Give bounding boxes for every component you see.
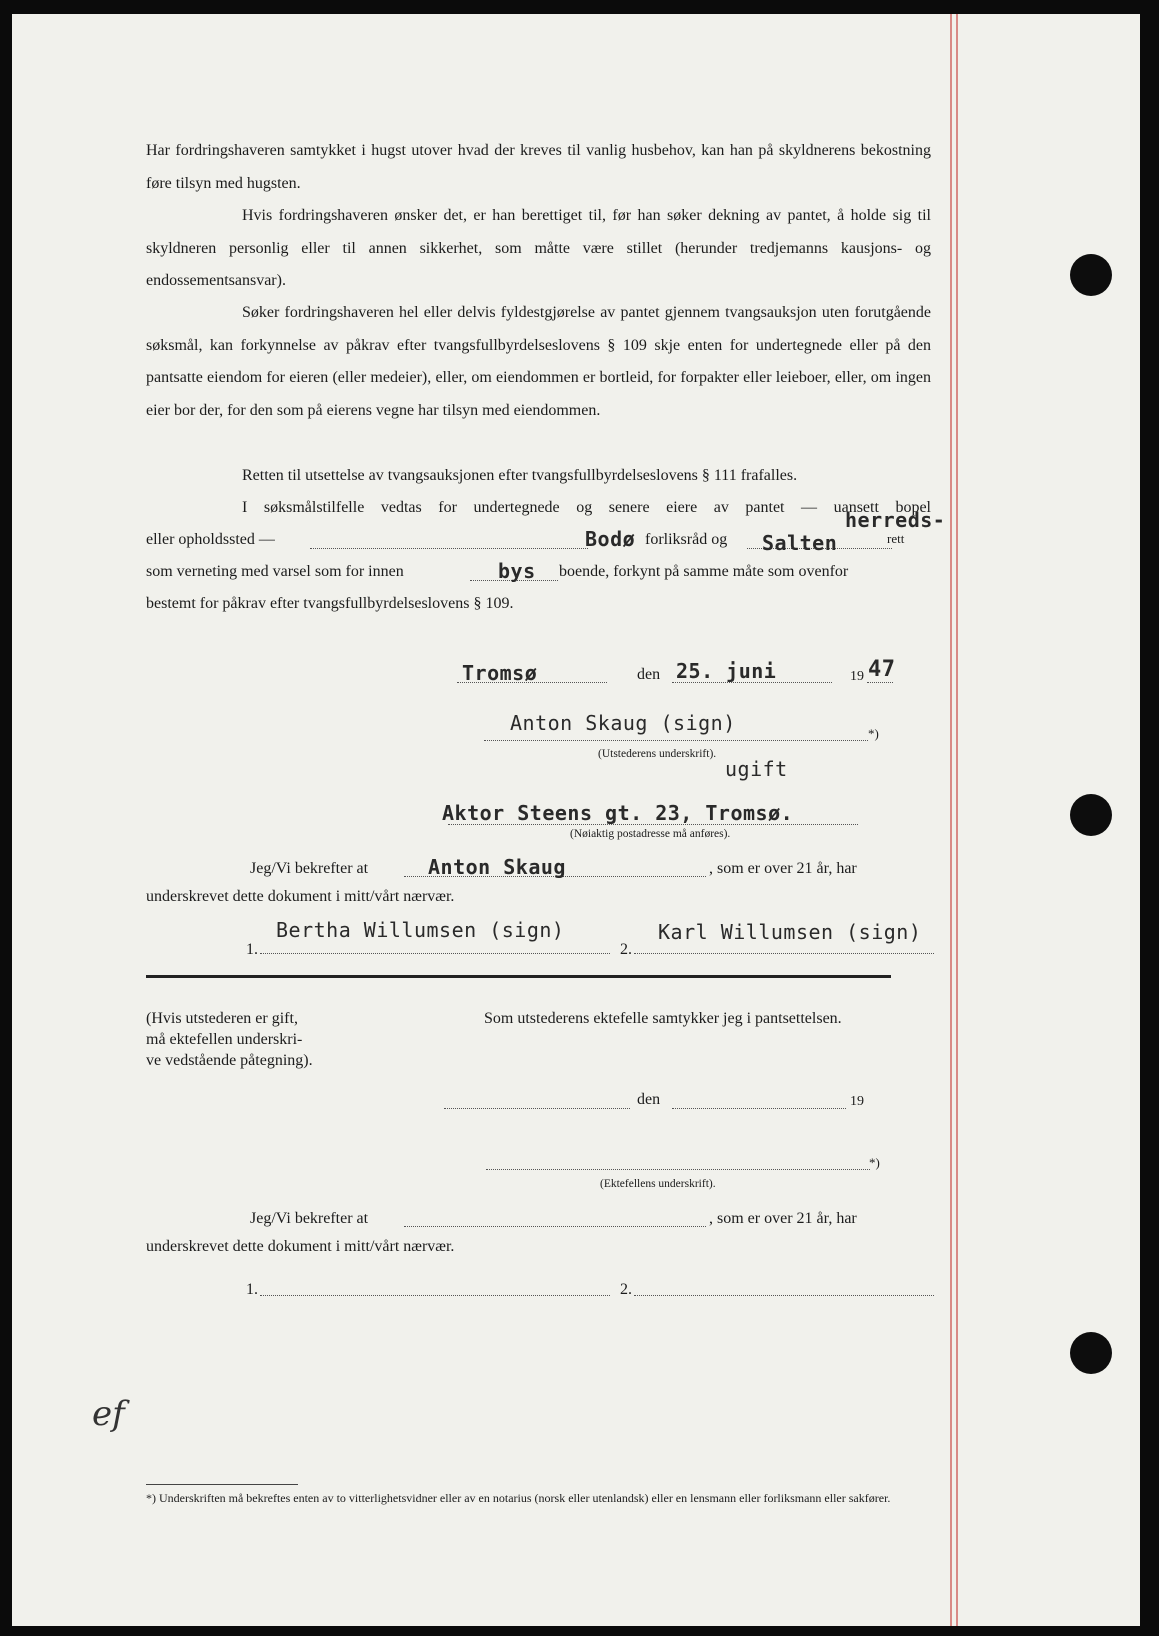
fill-line — [310, 548, 588, 549]
witness-line — [260, 1295, 610, 1296]
footnote: *) Underskriften må bekreftes enten av to vitterlighetsvidner eller av en notarius (norsk eller utenlandsk) eller en lensmann eller forliksmann eller sakfører. — [146, 1491, 891, 1505]
paragraph-3: Søker fordringshaveren hel eller delvis fyldestgjørelse av pantet gjennem tvangsauksjon uten forutgående søksmål, kan forkynnelse av påkrav efter tvangsfullbyrdelseslovens § 109 skje enten for undertegnede eller på den pantsatte eiendom for eieren (eller medeier), eller, om eiendommen er bortleid, for forpakter eller leieboer, eller, om ingen eier bor der, for den som på eierens vegne har tilsyn med eiendommen. — [146, 304, 931, 419]
fill-line — [404, 1226, 706, 1227]
paragraph-5-line-1: I søksmålstilfelle vedtas for undertegnede og senere eiere av pantet — uansett bopel — [242, 499, 931, 516]
residence-type: bys — [498, 559, 536, 583]
date-label: den — [637, 666, 661, 683]
year-prefix: 19 — [850, 669, 864, 684]
venue-text: forliksråd og — [645, 531, 728, 548]
confirm-text: underskrevet dette dokument i mitt/vårt nærvær. — [146, 888, 455, 905]
witness-1-number: 1. — [246, 1281, 258, 1298]
court-type: herreds- — [845, 508, 946, 532]
district-name: Salten — [762, 531, 838, 555]
footnote-rule — [146, 1484, 298, 1485]
confirmed-name: Anton Skaug — [428, 855, 566, 879]
marital-status: ugift — [725, 757, 788, 781]
fill-line — [867, 682, 893, 683]
spouse-year-prefix: 19 — [850, 1094, 864, 1109]
footnote-marker: *) — [869, 1155, 880, 1170]
witness-1-number: 1. — [246, 941, 258, 958]
fill-line — [444, 1108, 630, 1109]
spouse-note: (Hvis utstederen er gift, — [146, 1010, 298, 1027]
margin-line — [956, 14, 958, 1626]
date: 25. juni — [676, 659, 777, 683]
punch-hole — [1070, 794, 1112, 836]
spouse-date-label: den — [637, 1091, 661, 1108]
venue-label: eller opholdssted — — [146, 531, 275, 548]
address: Aktor Steens gt. 23, Tromsø. — [442, 801, 794, 825]
issuer-signature: Anton Skaug (sign) — [510, 711, 736, 735]
document-page — [12, 14, 1140, 1626]
witness-line — [260, 953, 610, 954]
court-name: Bodø — [585, 527, 636, 551]
footnote-marker: *) — [868, 726, 879, 741]
venue-text: som verneting med varsel som for innen — [146, 563, 404, 580]
confirm-text: , som er over 21 år, har — [709, 1210, 857, 1227]
spouse-note: ve vedstående påtegning). — [146, 1052, 313, 1069]
spouse-consent: Som utstederens ektefelle samtykker jeg i pantsettelsen. — [484, 1010, 842, 1027]
spouse-signature-caption: (Ektefellens underskrift). — [600, 1178, 716, 1190]
punch-hole — [1070, 1332, 1112, 1374]
witness-line — [634, 953, 934, 954]
year: 47 — [868, 657, 896, 682]
address-caption: (Nøiaktig postadresse må anføres). — [570, 828, 731, 840]
venue-text: bestemt for påkrav efter tvangsfullbyrdelseslovens § 109. — [146, 595, 514, 612]
paragraph-1: Har fordringshaveren samtykket i hugst utover hvad der kreves til vanlig husbehov, kan han på skyldnerens bekostning føre tilsyn med hugsten. — [146, 142, 931, 192]
confirm-label: Jeg/Vi bekrefter at — [250, 860, 369, 877]
margin-line — [950, 14, 952, 1626]
witness-2-signature: Karl Willumsen (sign) — [658, 920, 922, 944]
venue-text: boende, forkynt på samme måte som ovenfor — [559, 563, 849, 580]
witness-line — [634, 1295, 934, 1296]
confirm-label: Jeg/Vi bekrefter at — [250, 1210, 369, 1227]
spouse-note: må ektefellen underskri- — [146, 1031, 303, 1048]
paragraph-4: Retten til utsettelse av tvangsauksjonen efter tvangsfullbyrdelseslovens § 111 frafalles. — [242, 467, 798, 484]
witness-2-number: 2. — [620, 1281, 632, 1298]
fill-line — [672, 1108, 846, 1109]
handwritten-initials: ef — [92, 1394, 125, 1434]
punch-hole — [1070, 254, 1112, 296]
spouse-signature-line — [486, 1169, 870, 1170]
section-divider — [146, 975, 891, 978]
place: Tromsø — [462, 661, 538, 685]
venue-court-suffix: rett — [887, 531, 905, 546]
witness-2-number: 2. — [620, 941, 632, 958]
witness-1-signature: Bertha Willumsen (sign) — [276, 918, 565, 942]
confirm-text: underskrevet dette dokument i mitt/vårt nærvær. — [146, 1238, 455, 1255]
signature-line — [484, 740, 868, 741]
paragraph-2: Hvis fordringshaveren ønsker det, er han berettiget til, før han søker dekning av pantet, å holde sig til skyldneren personlig eller til annen sikkerhet, som måtte være stillet (herunder tredjemanns kausjons- og endossementsansvar). — [146, 207, 931, 289]
confirm-text: , som er over 21 år, har — [709, 860, 857, 877]
issuer-signature-caption: (Utstederens underskrift). — [598, 748, 717, 760]
